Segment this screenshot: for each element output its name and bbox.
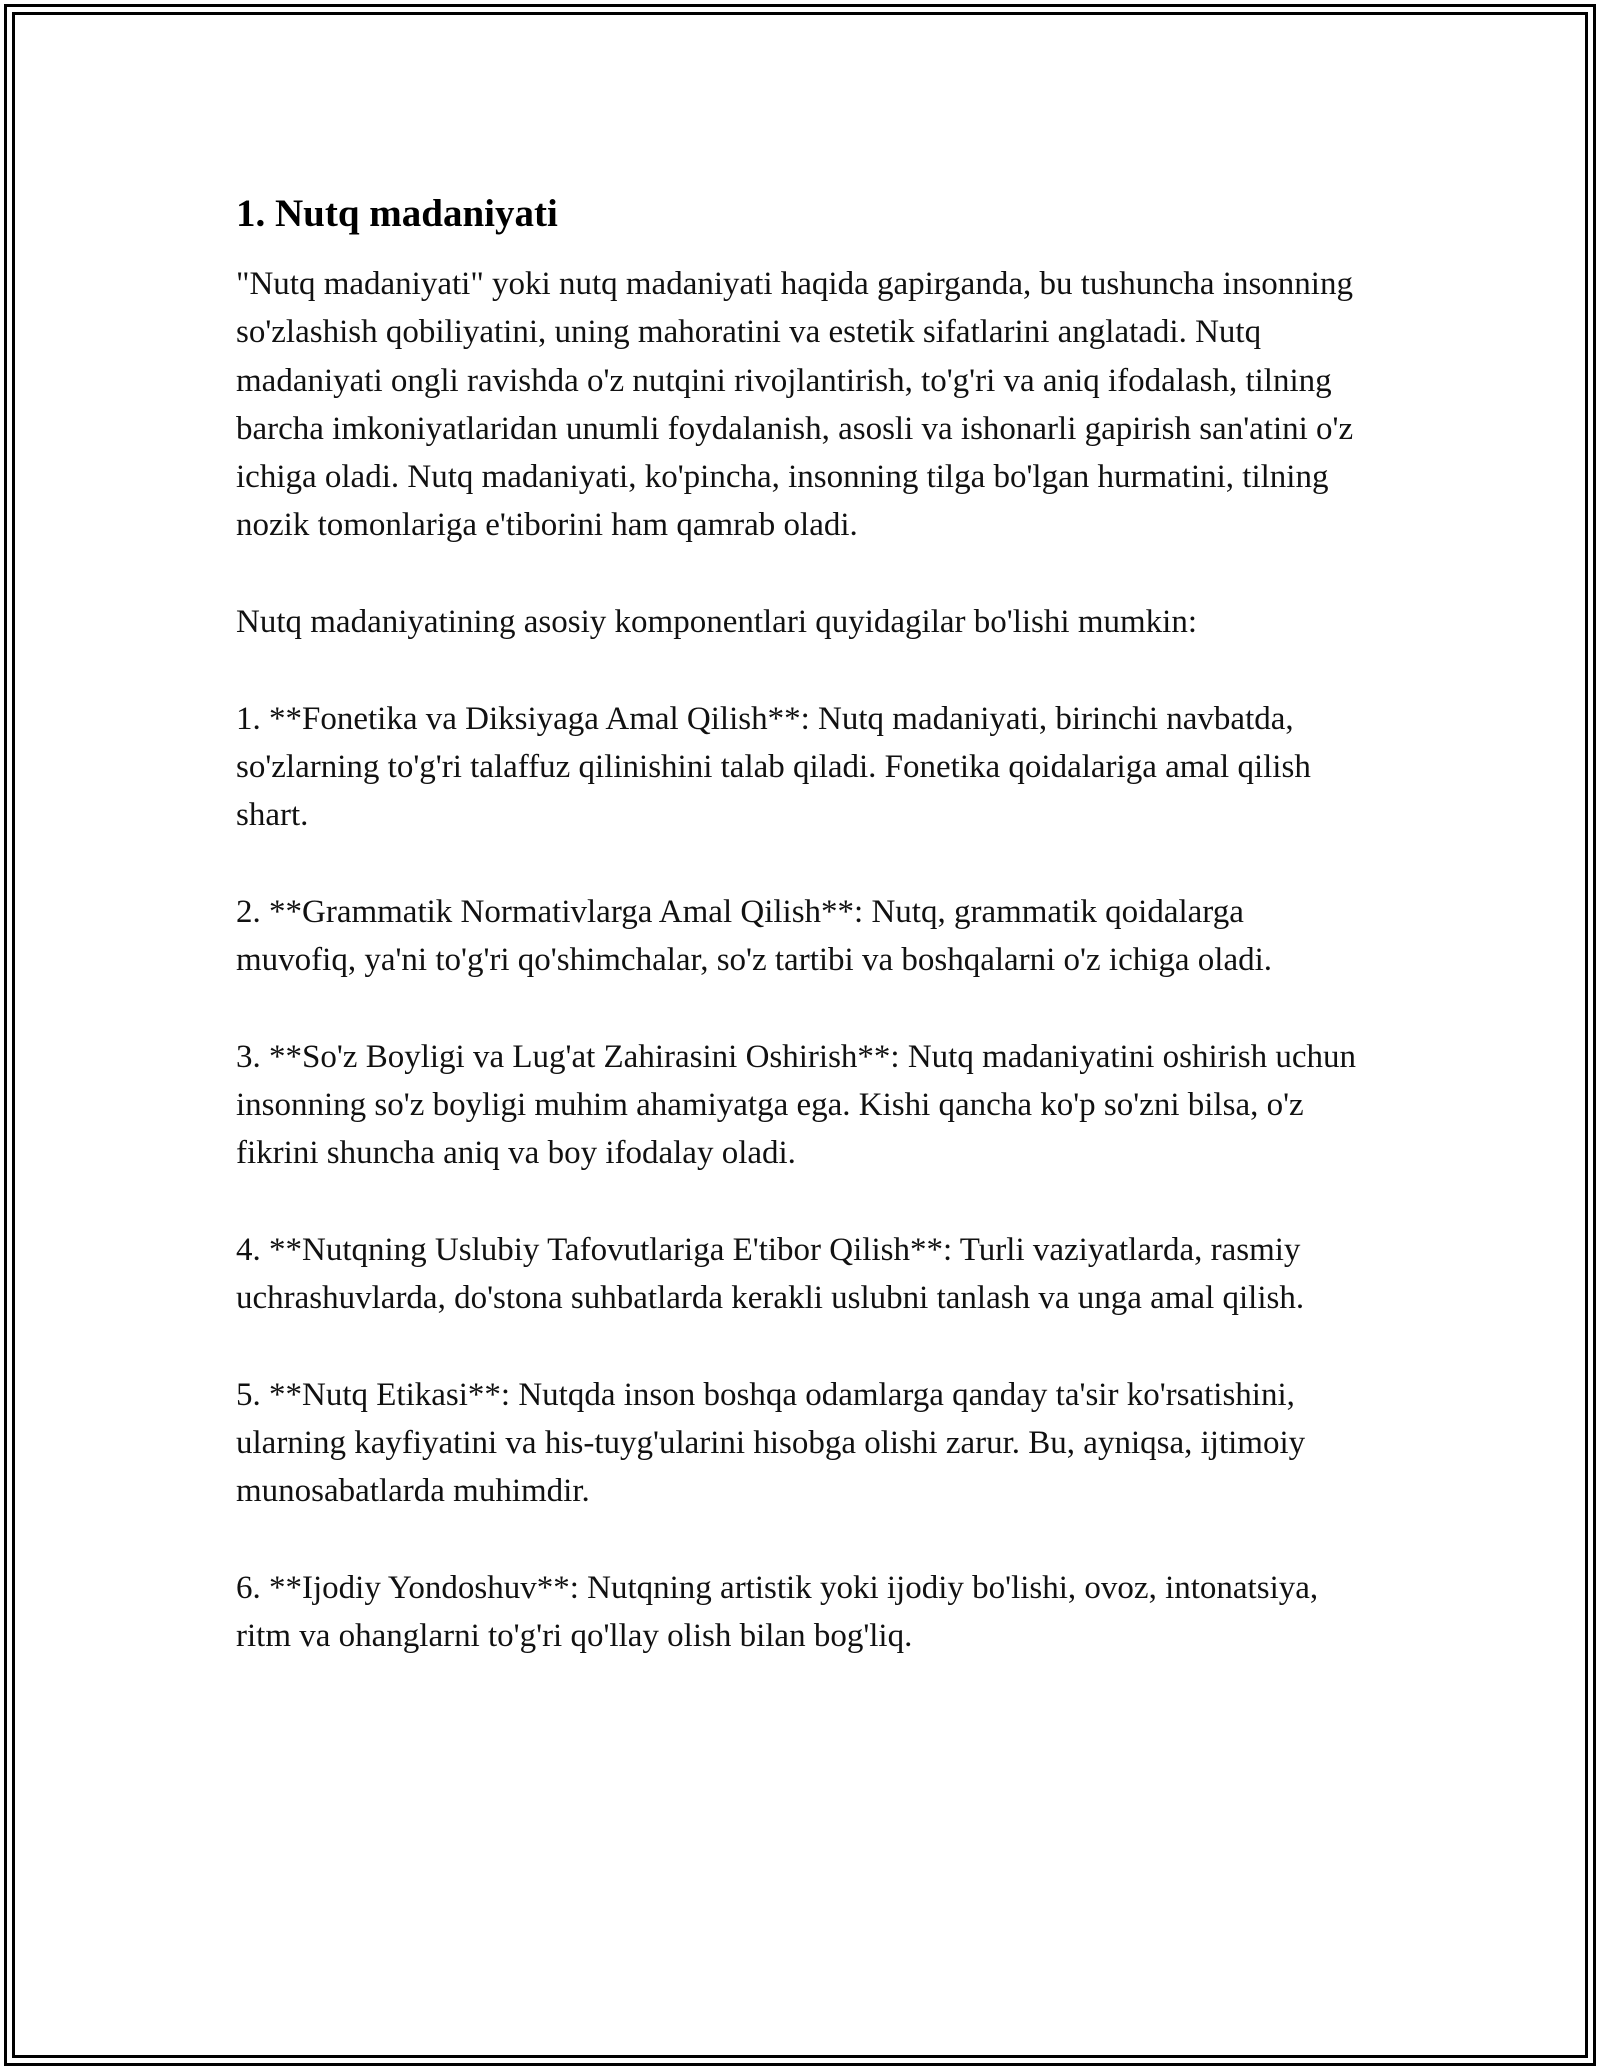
- list-item-phonetics: 1. **Fonetika va Diksiyaga Amal Qilish**: Nutq madaniyati, birinchi navbatda, so'zlarning to'g'ri talaffuz qilinishini talab qiladi. Fonetika qoidalariga amal qilish shart.: [236, 700, 1311, 834]
- components-intro: Nutq madaniyatining asosiy komponentlari quyidagilar bo'lishi mumkin:: [236, 604, 1197, 641]
- intro-paragraph: "Nutq madaniyati" yoki nutq madaniyati haqida gapirganda, bu tushuncha insonning so'zlashish qobiliyatini, uning mahoratini va estetik sifatlarini anglatadi. Nutq madaniyati ongli ravishda o'z nutqini rivojlantirish, to'g'ri va aniq ifodalash, tilning barcha imkoniyatlaridan unumli foydalanish, asosli va ishonarli gapirish san'atini o'z ichiga oladi. Nutq madaniyati, ko'pincha, insonning tilga bo'lgan hurmatini, tilning nozik tomonlariga e'tiborini ham qamrab oladi.: [236, 266, 1354, 544]
- list-item-vocabulary: 3. **So'z Boyligi va Lug'at Zahirasini Oshirish**: Nutq madaniyatini oshirish uchun insonning so'z boyligi muhim ahamiyatga ega. Kishi qancha ko'p so'zni bilsa, o'z fikrini shuncha aniq va boy ifodalay oladi.: [236, 1038, 1357, 1172]
- section-heading: 1. Nutq madaniyati: [236, 192, 558, 235]
- document-body: [236, 188, 1372, 1709]
- list-item-ethics: 5. **Nutq Etikasi**: Nutqda inson boshqa odamlarga qanday ta'sir ko'rsatishini, ularning kayfiyatini va his-tuyg'ularini hisobga olishi zarur. Bu, ayniqsa, ijtimoiy munosabatlarda muhimdir.: [236, 1376, 1306, 1510]
- list-item-style: 4. **Nutqning Uslubiy Tafovutlariga E'tibor Qilish**: Turli vaziyatlarda, rasmiy uchrashuvlarda, do'stona suhbatlarda kerakli uslubni tanlash va unga amal qilish.: [236, 1231, 1305, 1317]
- list-item-creativity: 6. **Ijodiy Yondoshuv**: Nutqning artistik yoki ijodiy bo'lishi, ovoz, intonatsiya, ritm va ohanglarni to'g'ri qo'llay olish bilan bog'liq.: [236, 1570, 1319, 1655]
- list-item-grammar: 2. **Grammatik Normativlarga Amal Qilish**: Nutq, grammatik qoidalarga muvofiq, ya'ni to'g'ri qo'shimchalar, so'z tartibi va boshqalarni o'z ichiga oladi.: [236, 893, 1273, 979]
